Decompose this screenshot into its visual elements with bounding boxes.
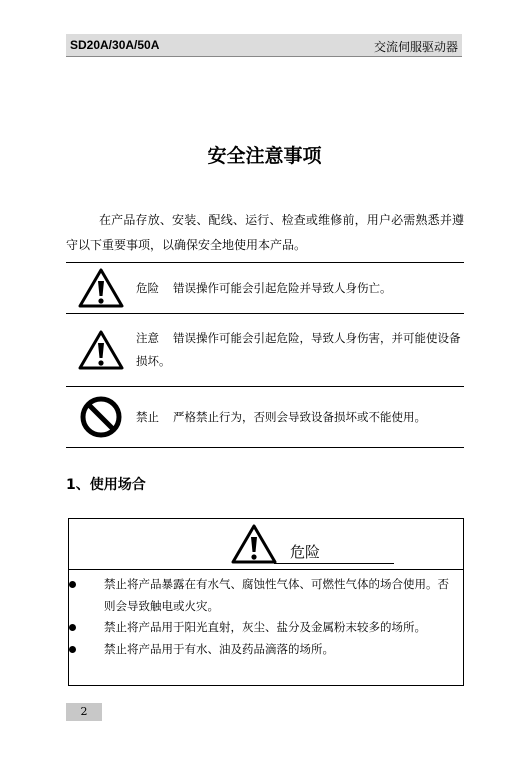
notice-row-prohibited <box>66 386 464 448</box>
notice-label: 注意 <box>136 331 159 345</box>
prohibition-icon <box>66 395 136 439</box>
header-model: SD20A/30A/50A <box>70 38 160 52</box>
warning-triangle-icon <box>66 330 136 370</box>
bullet-icon <box>69 646 76 653</box>
notice-text: 错误操作可能会引起危险，导致人身伤害，并可能使设备损坏。 <box>136 331 461 368</box>
intro-paragraph: 在产品存放、安装、配线、运行、检查或维修前，用户必需熟悉并遵守以下重要事项，以确保安全地使用本产品。 <box>66 213 464 252</box>
bullet-icon <box>69 581 76 588</box>
list-item: 禁止将产品用于阳光直射，灰尘、盐分及金属粉末较多的场所。 <box>69 617 463 639</box>
notice-table <box>66 262 464 448</box>
page-title: 安全注意事项 <box>207 145 322 167</box>
list-item: 禁止将产品用于有水、油及药品滴落的场所。 <box>69 639 463 661</box>
notice-label: 危险 <box>136 280 159 295</box>
warning-triangle-icon <box>231 524 277 568</box>
danger-box-label: 危险 <box>290 543 321 561</box>
notice-label: 禁止 <box>136 409 159 424</box>
danger-box <box>68 518 464 686</box>
notice-row-danger <box>66 262 464 313</box>
notice-text: 错误操作可能会引起危险并导致人身伤亡。 <box>173 280 392 295</box>
header-product: 交流伺服驱动器 <box>373 40 458 54</box>
section-heading: 1、使用场合 <box>66 477 146 493</box>
danger-box-header <box>69 519 463 570</box>
list-item: 禁止将产品暴露在有水气、腐蚀性气体、可燃性气体的场合使用。否则会导致触电或火灾。 <box>69 574 463 617</box>
bullet-icon <box>69 624 76 631</box>
page-number: 2 <box>66 703 102 721</box>
warning-triangle-icon <box>66 268 136 308</box>
danger-list <box>69 570 463 660</box>
page-header <box>66 34 462 57</box>
notice-row-caution <box>66 313 464 386</box>
notice-text: 严格禁止行为，否则会导致设备损坏或不能使用。 <box>173 409 426 424</box>
danger-box-underline <box>274 563 394 564</box>
